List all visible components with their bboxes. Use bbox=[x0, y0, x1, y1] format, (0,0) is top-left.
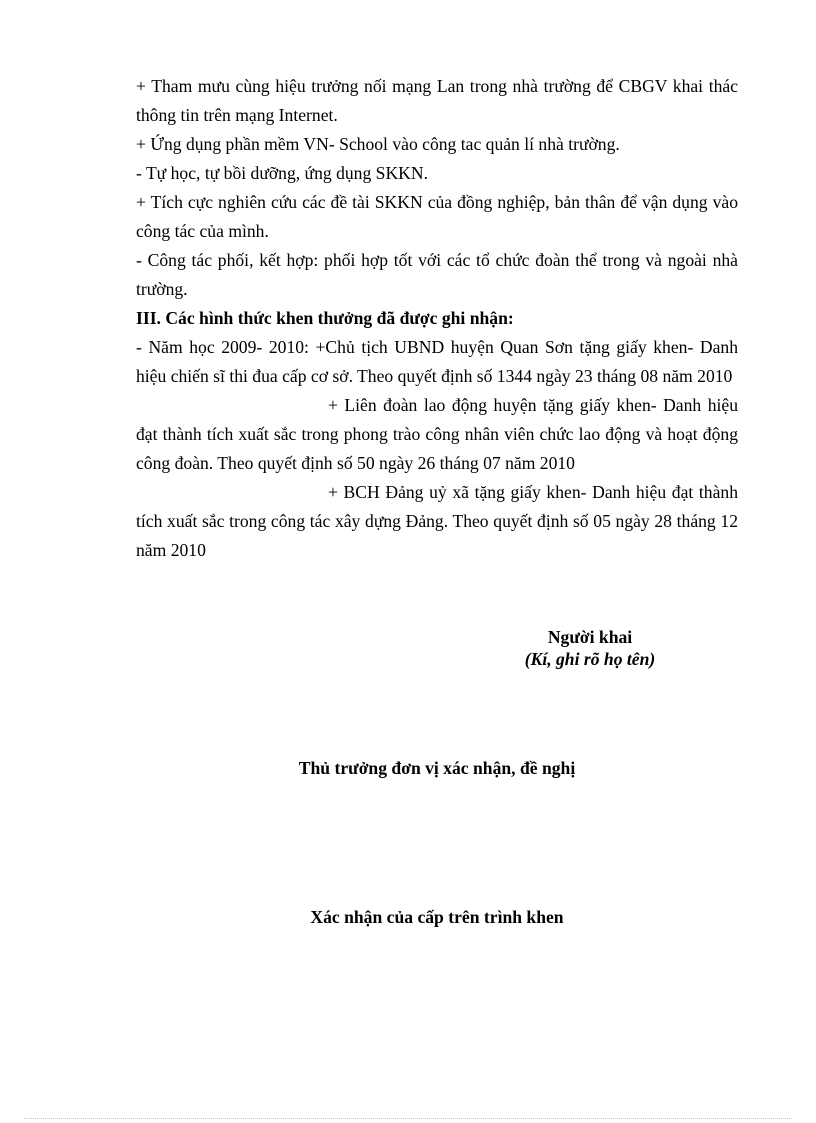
award-item: - Năm học 2009- 2010: +Chủ tịch UBND huyện Quan Sơn tặng giấy khen- Danh hiệu chiến sĩ thi đua cấp cơ sở. Theo quyết định số 1344 ngày 23 tháng 08 năm 2010 bbox=[136, 337, 738, 386]
paragraph-coordination: - Công tác phối, kết hợp: phối hợp tốt với các tổ chức đoàn thể trong và ngoài nhà trường. bbox=[136, 250, 738, 299]
unit-confirmation-title: Thủ trưởng đơn vị xác nhận, đề nghị bbox=[298, 758, 576, 778]
award-item: + BCH Đảng uỷ xã tặng giấy khen- Danh hiệu đạt thành tích xuất sắc trong công tác xây dựng Đảng. Theo quyết định số 05 ngày 28 tháng 12 năm 2010 bbox=[136, 482, 738, 560]
section-heading: III. Các hình thức khen thưởng đã được ghi nhận: bbox=[136, 308, 514, 328]
document-body bbox=[136, 72, 738, 565]
signature-subtitle: (Kí, ghi rõ họ tên) bbox=[524, 649, 656, 669]
paragraph-software: + Ứng dụng phần mềm VN- School vào công tac quản lí nhà trường. bbox=[136, 134, 620, 154]
signature-title: Người khai bbox=[547, 627, 633, 647]
paragraph-research: + Tích cực nghiên cứu các đề tài SKKN của đồng nghiệp, bản thân để vận dụng vào công tác của mình. bbox=[136, 192, 738, 241]
award-item: + Liên đoàn lao động huyện tặng giấy khen- Danh hiệu đạt thành tích xuất sắc trong phong trào công nhân viên chức lao động và hoạt động công đoàn. Theo quyết định số 50 ngày 26 tháng 07 năm 2010 bbox=[136, 395, 738, 473]
page-bottom-divider bbox=[24, 1118, 792, 1119]
superior-confirmation-title: Xác nhận của cấp trên trình khen bbox=[310, 907, 564, 927]
paragraph-self-study: - Tự học, tự bồi dưỡng, ứng dụng SKKN. bbox=[136, 163, 428, 183]
paragraph-network: + Tham mưu cùng hiệu trưởng nối mạng Lan trong nhà trường để CBGV khai thác thông tin trên mạng Internet. bbox=[136, 76, 738, 125]
